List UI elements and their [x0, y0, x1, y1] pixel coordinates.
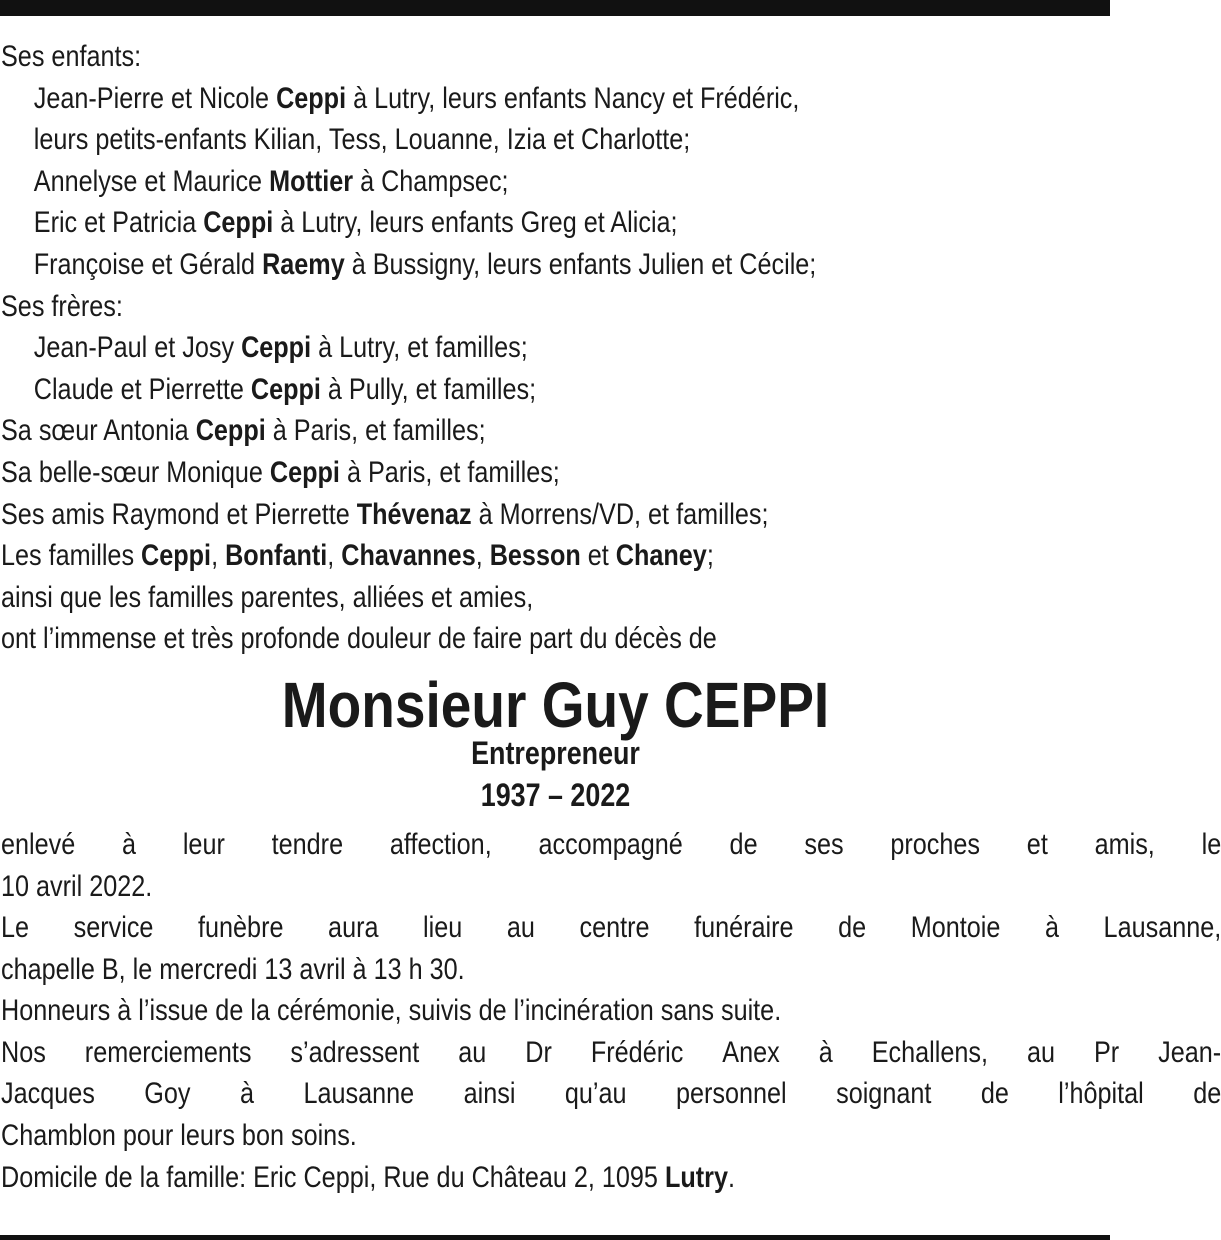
surname: Bonfanti: [225, 539, 328, 573]
surname: Ceppi: [276, 81, 347, 115]
separator: ;: [706, 539, 714, 573]
word: au: [506, 911, 535, 945]
word: tendre: [271, 827, 344, 861]
surname: Ceppi: [141, 539, 212, 573]
word: centre: [579, 911, 650, 945]
word: aura: [328, 911, 379, 945]
deceased-name: Monsieur Guy CEPPI: [281, 668, 830, 741]
honours-line: Honneurs à l’issue de la cérémonie, suivis de l’incinération sans suite.: [1, 994, 782, 1028]
text: à Lutry, leurs enfants Nancy et Frédéric,: [346, 81, 800, 115]
text: à Champsec;: [353, 164, 509, 198]
text: à Bussigny, leurs enfants Julien et Cécile;: [344, 247, 817, 281]
child-line: [1, 161, 1142, 203]
text: à Morrens/VD, et familles;: [471, 497, 769, 531]
brother-line: [1, 327, 1142, 369]
surname: Ceppi: [195, 414, 266, 448]
word: Jean-: [1158, 1035, 1221, 1069]
word: remerciements: [84, 1035, 252, 1069]
separator: et: [580, 539, 616, 573]
word: Frédéric: [590, 1035, 684, 1069]
separator: ,: [211, 539, 226, 573]
word: proches: [890, 827, 981, 861]
surname: Ceppi: [241, 331, 312, 365]
word: Montoie: [910, 911, 1001, 945]
separator: ,: [327, 539, 342, 573]
surname: Besson: [489, 539, 581, 573]
home-town: Lutry: [664, 1160, 728, 1194]
service-line: chapelle B, le mercredi 13 avril à 13 h 30.: [1, 952, 465, 986]
word: de: [838, 911, 867, 945]
justified-line: [1, 1032, 1221, 1074]
sister-line: [1, 410, 1110, 452]
thanks-line: Chamblon pour leurs bon soins.: [1, 1119, 357, 1153]
word: Nos: [1, 1035, 46, 1069]
text: Jean-Paul et Josy: [33, 331, 242, 365]
word: à: [122, 827, 137, 861]
word: s’adressent: [290, 1035, 420, 1069]
word: Jacques: [1, 1077, 95, 1111]
text: Eric et Patricia: [33, 206, 204, 240]
word: ainsi: [463, 1077, 516, 1111]
text: Ses amis Raymond et Pierrette: [1, 497, 357, 531]
word: funéraire: [694, 911, 794, 945]
word: de: [729, 827, 758, 861]
word: enlevé: [1, 827, 76, 861]
word: Lausanne,: [1103, 911, 1221, 945]
child-line: [1, 244, 1142, 286]
word: accompagné: [538, 827, 683, 861]
announcement-line: ont l’immense et très profonde douleur de faire part du décès de: [1, 622, 717, 656]
sister-in-law-line: [1, 452, 1110, 494]
word: Pr: [1093, 1035, 1120, 1069]
text: Les familles: [1, 539, 142, 573]
word: au: [1026, 1035, 1056, 1069]
word: affection,: [389, 827, 492, 861]
separator: ,: [475, 539, 490, 573]
text: à Lutry, leurs enfants Greg et Alicia;: [273, 206, 678, 240]
word: de: [1193, 1077, 1221, 1111]
word: Echallens,: [871, 1035, 988, 1069]
child-line: [1, 78, 1142, 120]
word: au: [458, 1035, 487, 1069]
word: Le: [1, 911, 30, 945]
word: le: [1201, 827, 1221, 861]
text: Sa sœur Antonia: [1, 414, 196, 448]
text: Domicile de la famille: Eric Ceppi, Rue du Château 2, 1095: [1, 1160, 665, 1194]
word: Dr: [525, 1035, 552, 1069]
brother-line: [1, 369, 1142, 411]
word: de: [980, 1077, 1009, 1111]
date-line: 10 avril 2022.: [1, 869, 153, 903]
word: soignant: [836, 1077, 932, 1111]
families-line: [1, 535, 1110, 577]
word: et: [1026, 827, 1048, 861]
death-notice: [1, 36, 1221, 1198]
home-line: [1, 1157, 1110, 1199]
word: Anex: [722, 1035, 780, 1069]
word: funèbre: [198, 911, 284, 945]
surname: Chaney: [615, 539, 707, 573]
word: personnel: [675, 1077, 787, 1111]
text: Annelyse et Maurice: [33, 164, 270, 198]
surname: Raemy: [262, 247, 345, 281]
justified-line: [1, 907, 1221, 949]
text: Jean-Pierre et Nicole: [33, 81, 277, 115]
deceased-occupation: Entrepreneur: [471, 734, 640, 771]
word: à: [239, 1077, 254, 1111]
deceased-block: [1, 666, 1110, 816]
relatives-line: ainsi que les familles parentes, alliées et amies,: [1, 580, 534, 614]
word: service: [73, 911, 154, 945]
word: à: [818, 1035, 833, 1069]
text: .: [727, 1160, 735, 1194]
surname: Chavannes: [341, 539, 476, 573]
details-block: [1, 824, 1221, 1198]
text: à Pully, et familles;: [320, 372, 537, 406]
justified-line: [1, 1073, 1221, 1115]
child-line: [1, 202, 1142, 244]
word: l’hôpital: [1058, 1077, 1144, 1111]
surname: Ceppi: [269, 455, 340, 489]
grandchildren-line: leurs petits-enfants Kilian, Tess, Louanne, Izia et Charlotte;: [33, 123, 691, 157]
surname: Ceppi: [250, 372, 321, 406]
word: Goy: [144, 1077, 191, 1111]
word: ses: [804, 827, 844, 861]
surname: Mottier: [269, 164, 354, 198]
text: à Paris, et familles;: [339, 455, 560, 489]
word: à: [1044, 911, 1059, 945]
children-heading: Ses enfants:: [1, 40, 142, 73]
text: Sa belle-sœur Monique: [1, 455, 270, 489]
top-rule: [0, 0, 1110, 16]
word: lieu: [423, 911, 463, 945]
text: Françoise et Gérald: [33, 247, 263, 281]
word: qu’au: [564, 1077, 627, 1111]
word: leur: [182, 827, 225, 861]
friends-line: [1, 494, 1110, 536]
justified-line: [1, 824, 1221, 866]
text: à Paris, et familles;: [265, 414, 486, 448]
word: amis,: [1094, 827, 1155, 861]
text: à Lutry, et familles;: [311, 331, 528, 365]
brothers-heading: Ses frères:: [1, 289, 123, 323]
bottom-rule: [0, 1235, 1110, 1240]
text: Claude et Pierrette: [33, 372, 251, 406]
deceased-years: 1937 – 2022: [480, 776, 631, 813]
word: Lausanne: [303, 1077, 415, 1111]
surname: Thévenaz: [356, 497, 472, 531]
surname: Ceppi: [203, 206, 274, 240]
